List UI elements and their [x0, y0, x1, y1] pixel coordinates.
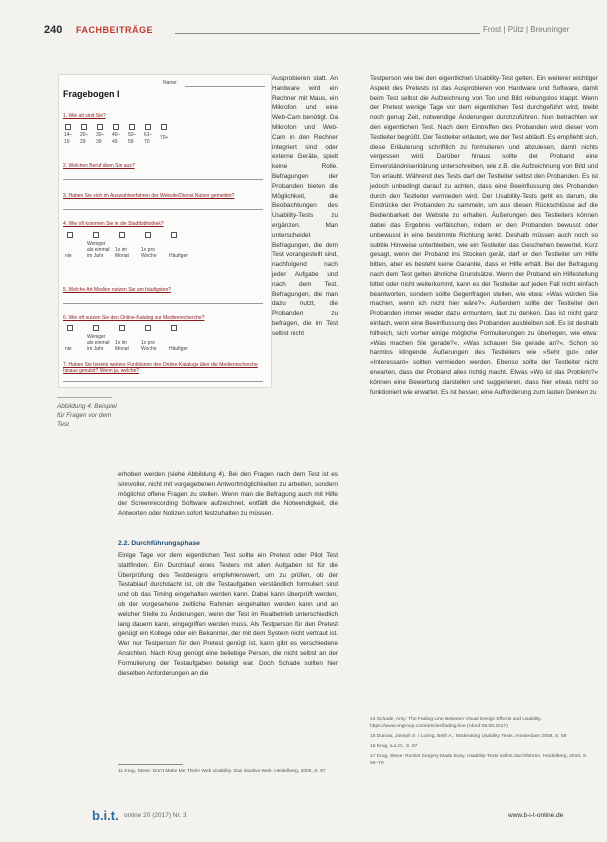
age-range: 70+: [160, 135, 169, 141]
answer-line: [63, 179, 263, 180]
age-range-end: 49: [112, 139, 118, 145]
option-label: 1x pro Woche: [141, 340, 157, 352]
body-text-narrow: Ausprobieren statt. An Hardware wird ein Rechner mit Maus, ein Mikrofon und eine Web-Cam benötigt. Da Mikrofon und Web-Cam in den Rechner integriert sind oder externe Geräte, spielt keine Rolle. Befragungen der Probanden bieten die Möglichkeit, die Beobachtungen des Usability-Tests zu ergänzen. Man unterscheidet Befragungen, die dem Test vorangestellt sind, nachfolgend nach jeder Aufgabe und nach dem Test. Befragungen, die man dazu nutzt, die Probanden zu befragen, die im Test selbst nicht: [272, 75, 338, 337]
checkbox[interactable]: [171, 325, 177, 331]
caption-rule: [57, 397, 112, 398]
option-label: Weniger als einmal im Jahr: [87, 241, 110, 259]
footnote-rule: [118, 764, 183, 765]
option-label: Weniger als einmal im Jahr: [87, 334, 110, 352]
checkbox[interactable]: [65, 124, 71, 130]
figure-caption: Abbildung 4: Beispiel für Fragen vor dem Test: [57, 403, 117, 428]
footnotes-right: [370, 716, 595, 770]
section-subheading: 2.2. Durchführungsphase: [118, 540, 200, 547]
checkbox[interactable]: [93, 232, 99, 238]
checkbox[interactable]: [97, 124, 103, 130]
question-4: 4. Wie oft kommen Sie in die Stadtbibliothek?: [63, 221, 164, 227]
checkbox[interactable]: [129, 124, 135, 130]
age-range: 61–: [144, 132, 153, 138]
website-link[interactable]: www.b-i-t-online.de: [508, 812, 564, 819]
option-label: 1x im Monat: [115, 247, 129, 259]
question-5: 5. Welche Art Medien nutzen Sie am häufigsten?: [63, 287, 172, 293]
answer-line: [63, 209, 263, 210]
option-label: nie: [65, 346, 72, 352]
name-label: Name:: [163, 80, 178, 86]
header-authors: Frost | Pütz | Breuninger: [483, 25, 570, 34]
answer-line: [63, 381, 263, 382]
questionnaire-figure: [58, 74, 272, 388]
checkbox[interactable]: [145, 325, 151, 331]
footnote: 16 Krug, a.a.O., S. 97: [370, 744, 418, 749]
header-rule: [175, 33, 480, 34]
option-label: nie: [65, 253, 72, 259]
age-range-end: 59: [128, 139, 134, 145]
footnote: 17 Krug, Steve: Rocket Surgery Made Easy. Usability-Tests selbst durchführen. Heidelberg, 2010, S. 66–70: [370, 754, 588, 766]
checkbox[interactable]: [81, 124, 87, 130]
question-3: 3. Haben Sie sich im Auswahlverfahren der Website/Dienst Nutzer gemeldet?: [63, 193, 235, 199]
bit-logo: b.i.t.: [92, 808, 119, 823]
checkbox[interactable]: [161, 124, 167, 130]
question-1: 1. Wie alt sind Sie?: [63, 113, 106, 119]
checkbox[interactable]: [145, 124, 151, 130]
issue-info: [124, 812, 187, 819]
name-line: [185, 86, 265, 87]
checkbox[interactable]: [119, 325, 125, 331]
questionnaire-title: Fragebogen I: [63, 89, 120, 99]
issue-number: 20 (2017) Nr. 3: [143, 812, 187, 819]
checkbox[interactable]: [93, 325, 99, 331]
option-label: 1x pro Woche: [141, 247, 157, 259]
section-title: FACHBEITRÄGE: [76, 25, 154, 35]
age-range-end: 29: [80, 139, 86, 145]
age-range-end: 39: [96, 139, 102, 145]
answer-line: [63, 303, 263, 304]
checkbox[interactable]: [119, 232, 125, 238]
question-2: 2. Welchen Beruf üben Sie aus?: [63, 163, 135, 169]
logo-sub: online: [124, 812, 142, 819]
checkbox[interactable]: [171, 232, 177, 238]
footnote: 15 Dumas, Joseph S. / Loring, Beth A.: Moderating Usability Tests. Amsterdam 2008, S. 59: [370, 734, 567, 739]
footnote: 14 Schade, Amy: The Fading Line Between Visual Design Effects and Usability. https://www.nngroup.com/articles/fading-line (Abruf 05.08.2017): [370, 717, 542, 729]
checkbox[interactable]: [67, 232, 73, 238]
footnote: 11 Krug, Steve: Don't Make Me Think! Web Usability. Das intuitive Web. Heidelberg, 2006, S. 97: [118, 769, 326, 774]
age-range: 20–: [80, 132, 89, 138]
checkbox[interactable]: [67, 325, 73, 331]
age-range: 40–: [112, 132, 121, 138]
age-range: 50–: [128, 132, 137, 138]
body-text-left-2: Einige Tage vor dem eigentlichen Test sollte ein Pretest oder Pilot Test stattfinden. Ein Durchlauf eines Testers mit allen Aufgaben ist für die Überprüfung des Testdesigns empfehlenswert, um zu prüfen, ob der Testablauf durchdacht ist, ob die Testaufgaben verständlich formuliert sind und ob das Timing eingehalten werden kann. Dabei kann überprüft werden, ob der vorgesehene zeitliche Rahmen eingehalten werden kann und an welcher Stelle zu Änderungen, wenn der Test im Realbetrieb unterschiedlich lang dauern kann, eingegriffen werden muss. Als Testperson für den Pretest genügt ein Kollege oder ein Bekannter, der mit dem System nicht vertraut ist. Wer nur Testperson für den Pretest genügt ist, kann gibt es verschiedene Ansichten. Nach Krug genügt eine beliebige Person, die nicht selbst an der Formulierung der Testaufgaben beteiligt war. Doch Schade sollten hier dieselben Anforderungen an die: [118, 552, 338, 677]
checkbox[interactable]: [113, 124, 119, 130]
age-range: 14–: [64, 132, 73, 138]
age-range: 30–: [96, 132, 105, 138]
age-range-end: 70: [144, 139, 150, 145]
body-text-left: erhoben werden (siehe Abbildung 4). Bei den Fragen nach dem Test ist es sinnvoller, nicht mit vorgegebenen Antwortmöglichkeiten zu arbeiten, sondern möglichst offene Fragen zu stellen. Wenn man die Befragung auch mit Hilfe der Screenrecording Software aufzeichnet, entfällt die Notwendigkeit, die Antworten oder Notizen sofort festzuhalten zu müssen.: [118, 471, 338, 518]
question-7: 7. Haben Sie bereits weitere Funktionen des Online-Katalogs über die Medienrecherche hinaus genutzt? Wenn ja, welche?: [63, 362, 258, 374]
checkbox[interactable]: [145, 232, 151, 238]
option-label: Häufiger: [169, 346, 188, 352]
question-6: 6. Wie oft nutzen Sie den Online-Katalog zur Medienrecherche?: [63, 315, 205, 321]
option-label: Häufiger: [169, 253, 188, 259]
page-number: 240: [44, 24, 63, 36]
option-label: 1x im Monat: [115, 340, 129, 352]
age-range-end: 19: [64, 139, 70, 145]
body-text-right: Testperson wie bei den eigentlichen Usability-Test gelten. Ein weiterer wichtiger Aspekt des Pretests ist das Ausprobieren von Hardware und Software, damit beim Test selbst die Aufzeichnung von Ton und Bild reibungslos klappt. Wenn der Pretest wenige Tage vor dem eigentlichen Test durchgeführt wird, bleibt noch genug Zeit, notwendige Änderungen durchzuführen. Nun betrachten wir den eigentlichen Test. Nach dem Eintreffen des Probanden wird dieser vom Testleiter begrüßt. Der Testleiter erläutert, wie der Test abläuft. Es empfiehlt sich, diese Erläuterung schriftlich zu formulieren und abzulesen, damit nichts vergessen wird. Darüber hinaus sollte der Proband eine Einverständniserklärung unterschreiben, wie z.B. die Aufzeichnung von Bild und Ton erlaubt. Während des Tests darf der Testleiter selbst den Probanden. Es ist jedoch unbedingt darauf zu achten, dass eine Beeinflussung des Probanden durch den Testleiter vermieden wird. Der Usability-Tests geht es darum, die Eindrücke der Probanden zu sammeln, um aus diesen Rückschlüsse auf die Bedienbarkeit der Website zu erhalten. Äußerungen des Testleiters können dabei das Ergebnis verfälschen, indem er den Probanden bewusst oder unbewusst in eine bestimmte Richtung lenkt. Deshalb müssen auch noch so subtile Hinweise unterbleiben, wie ein Testleiter das Geschehen bewertet. Kurz gesagt, wenn der Proband ins Stocken gerät, darf er den Testleiter um Hilfe bitten, aber es besteht keine Garantie, dass er Hilfe erhält. Bei der Befragung nach dem Test gelten ähnliche Grundsätze. Wenn der Proband ein Hilfestellung bittet oder nicht weiterkommt, kann es der Testleiter auf jeden Fall nicht einfach beantworten, sondern sollte Gegenfragen stellen, wie etwa: »Was würden Sie machen, wenn ich nicht hier wäre?«. Außerdem sollte der Testleiter den Probanden immer wieder dazu ermuntern, laut zu denken. Das ist nicht ganz einfach, wenn eine Beeinflussung des Probanden ausbleiben soll. Es ist deshalb hilfreich, sich vorher einige mögliche Formulierungen zu überlegen, wie etwa: »Was machen Sie gerade?«, »Was schauen Sie gerade an?«. Schon so harmlos klingende Äußerungen des Testleiters wie »Sehr gut« oder »Interessant« sollten vermieden werden. Ebenso sollte der Testleiter nicht erwarten, dass der Proband alles richtig macht. Etwas »Wo ist das Problem?« können eine Bewertung darstellen und suggerieren, dass hier etwas nicht so funktioniert wie erwartet. Es ist besser, eine Aufforderung zum lauten Denken zu: [370, 75, 598, 396]
